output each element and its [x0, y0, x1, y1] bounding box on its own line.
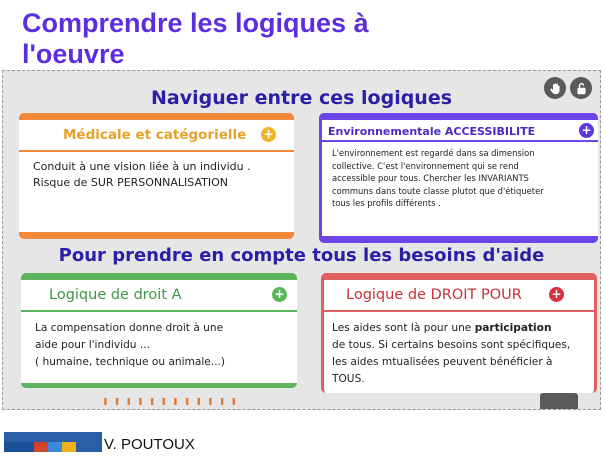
cutoff-heading: [103, 398, 343, 408]
heading-navigate: Naviguer entre ces logiques: [150, 87, 453, 109]
nav-button[interactable]: [540, 393, 578, 409]
card-environnementale-body: [322, 142, 598, 214]
embedded-genially[interactable]: [2, 70, 601, 410]
plus-icon[interactable]: +: [549, 287, 564, 302]
card-text: Les aides sont là pour une: [332, 322, 475, 334]
card-droit-pour[interactable]: [321, 273, 597, 393]
author-name: V. POUTOUX: [104, 436, 195, 453]
slide-title: Comprendre les logiques à l'oeuvre: [22, 8, 369, 69]
card-droit-a[interactable]: [21, 273, 297, 388]
card-environnementale[interactable]: [319, 113, 598, 243]
card-text-line: tous les profils différents .: [332, 198, 441, 208]
card-droit-a-body: [21, 312, 297, 371]
card-text-line: collective. C'est l'environnement qui se rend: [332, 160, 519, 171]
card-droit-pour-title: Logique de DROIT POUR: [324, 280, 594, 312]
card-droit-a-title: Logique de droit A: [21, 280, 297, 312]
card-environnementale-title: Environnementale ACCESSIBILITE: [322, 120, 598, 142]
card-text-line: Risque de SUR PERSONNALISATION: [33, 176, 228, 189]
plus-icon[interactable]: +: [261, 127, 276, 142]
card-text: de tous. Si certains besoins sont spécifiques, les aides mtualisées peuvent bénéficier à TOUS.: [332, 339, 571, 385]
card-medicale-title: Médicale et catégorielle: [19, 120, 294, 152]
heading-besoins: Pour prendre en compte tous les besoins d'aide: [58, 245, 545, 266]
card-medicale-body: [19, 152, 294, 198]
card-text-line: Conduit à une vision liée à un individu .: [33, 160, 251, 173]
cutoff-text: ı ı ı ı ı ı ı ı ı ı ı ı: [103, 398, 238, 408]
card-medicale[interactable]: [19, 113, 294, 239]
card-droit-pour-body: [324, 312, 594, 388]
card-text-line: La compensation donne droit à une: [35, 322, 224, 334]
card-text-line: accessible pour tous. Chercher les INVARIANTS: [332, 173, 529, 183]
card-text-line: communs dans toute classe plutot que d'étiqueter: [332, 185, 544, 196]
card-text-line: L'environnement est regardé dans sa dimension: [332, 148, 535, 158]
institution-logo: [4, 432, 102, 452]
plus-icon[interactable]: +: [579, 123, 594, 138]
plus-icon[interactable]: +: [272, 287, 287, 302]
card-text-line: ( humaine, technique ou animale...): [35, 356, 226, 368]
card-text-bold: participation: [474, 322, 552, 334]
card-text-line: aide pour l'individu ...: [35, 339, 150, 351]
